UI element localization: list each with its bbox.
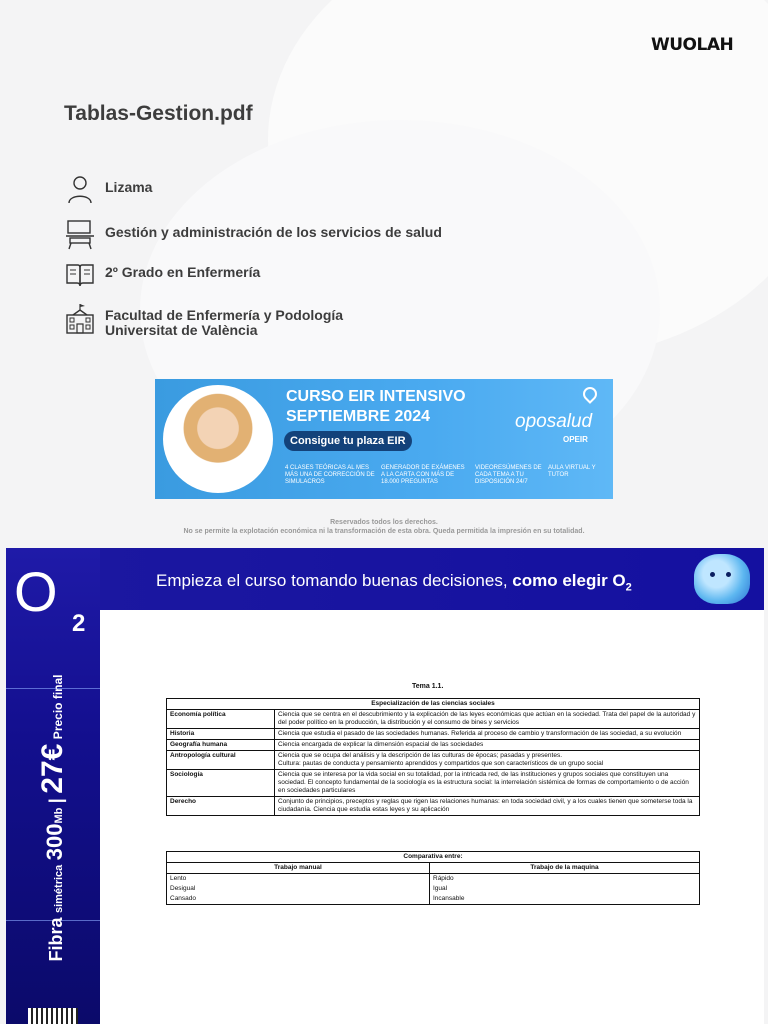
faculty-row	[64, 303, 343, 338]
eir-course-ad[interactable]	[155, 379, 613, 499]
subject-row	[64, 218, 442, 250]
table-cell: Lento	[167, 874, 430, 885]
person-icon	[64, 173, 96, 205]
table-cell: Rápido	[430, 874, 700, 885]
table-cell: Incansable	[430, 894, 700, 905]
table-row	[167, 751, 700, 770]
ad-brand-sub: OPEIR	[563, 435, 588, 444]
table-row	[167, 797, 700, 816]
table-header: Especialización de las ciencias sociales	[167, 699, 700, 710]
table-definition: Ciencia que se interesa por la vida social en su totalidad, por la intricada red, de las instituciones y grupos sociales que constituyen una sociedad. El concepto fundamental de la sociología es la estructura social: la interrelación sistémica de formas de comportamiento o de acción en sociedades particulares	[275, 770, 700, 797]
speed-value: 300	[42, 823, 67, 861]
ad-cta-button[interactable]: Consigue tu plaza EIR	[284, 431, 412, 451]
social-sciences-table	[166, 698, 700, 816]
ad-feature: AULA VIRTUAL Y TUTOR	[548, 465, 596, 478]
ad-photo	[163, 385, 273, 493]
speed-unit: Mb	[53, 807, 65, 824]
divider: |	[46, 798, 66, 804]
product-line2: simétrica	[53, 864, 65, 914]
table-row	[167, 710, 700, 729]
table-header-row	[167, 852, 700, 863]
university-name[interactable]: Universitat de València	[105, 322, 258, 338]
subject-name[interactable]: Gestión y administración de los servicios de salud	[105, 224, 442, 240]
table-term: Historia	[167, 729, 275, 740]
o2-logo: O	[14, 560, 58, 623]
table-cell: Desigual	[167, 884, 430, 894]
definition-line: Cultura: pautas de conducta y pensamiento aprendidos y compartidos que son característicos de un grupo social	[278, 760, 604, 767]
table-term: Sociología	[167, 770, 275, 797]
table-term: Economía política	[167, 710, 275, 729]
author-name[interactable]: Lizama	[105, 179, 153, 195]
section-title: Tema 1.1.	[412, 683, 444, 690]
o2-logo-sub: 2	[72, 610, 86, 637]
work-comparison-table	[166, 851, 700, 905]
document-title: Tablas-Gestion.pdf	[64, 102, 253, 125]
o2-offer	[36, 675, 70, 962]
table-term: Derecho	[167, 797, 275, 816]
wuolah-logo[interactable]: WUOLAH	[651, 35, 734, 55]
product-line1: Fibra	[46, 917, 66, 962]
table-cell: Igual	[430, 884, 700, 894]
ad-headline-line1: CURSO EIR INTENSIVO	[286, 388, 466, 405]
banner-sub: 2	[625, 581, 632, 594]
banner-message	[156, 571, 632, 593]
book-icon	[64, 258, 96, 290]
ad-headline	[286, 387, 466, 427]
table-header-row	[167, 699, 700, 710]
ad-feature: 4 CLASES TEÓRICAS AL MES MÁS UNA DE CORRECCIÓN DE SIMULACROS	[285, 465, 375, 485]
table-row	[167, 770, 700, 797]
desk-icon	[64, 218, 96, 250]
o2-top-banner[interactable]	[100, 548, 764, 610]
definition-line: Ciencia que se ocupa del análisis y la descripción de las culturas de épocas; pasadas y presentes.	[278, 752, 563, 759]
table-column-header-row	[167, 863, 700, 874]
rights-line1: Reservados todos los derechos.	[330, 519, 438, 526]
table-row	[167, 884, 700, 894]
course-row	[64, 258, 260, 290]
ad-feature: GENERADOR DE EXÁMENES A LA CARTA CON MÁS DE 18.000 PREGUNTAS	[381, 465, 465, 485]
document-page-2	[0, 545, 768, 1024]
table-term: Geografía humana	[167, 740, 275, 751]
polar-bear-mascot	[694, 554, 750, 604]
table-header: Comparativa entre:	[167, 852, 700, 863]
price-label: Precio final	[51, 674, 65, 740]
table-cell: Cansado	[167, 894, 430, 905]
table-term: Antropología cultural	[167, 751, 275, 770]
table-definition: Ciencia que se centra en el descubrimiento y la explicación de las leyes económicas que actúan en la sociedad. Trata del papel de la autoridad y del poder político en la producción, la distribución y el consumo de bines y servicios	[275, 710, 700, 729]
price-value: 27€	[36, 743, 69, 794]
table-row	[167, 729, 700, 740]
qr-code[interactable]	[28, 1008, 78, 1024]
faculty-name[interactable]: Facultad de Enfermería y Podología	[105, 307, 344, 323]
column-header-machine: Trabajo de la maquina	[430, 863, 700, 874]
table-definition: Conjunto de principios, preceptos y reglas que rigen las relaciones humanas: en toda sociedad civil, y a los cuales tienen que someterse toda la ciudadanía. Ciencia que estudia estas leyes y su aplicación	[275, 797, 700, 816]
table-definition: Ciencia encargada de explicar la dimensión espacial de las sociedades	[275, 740, 700, 751]
ad-headline-line2: SEPTIEMBRE 2024	[286, 408, 431, 425]
column-header-manual: Trabajo manual	[167, 863, 430, 874]
ad-brand: oposalud	[515, 411, 593, 432]
banner-text: Empieza el curso tomando buenas decisiones,	[156, 571, 513, 590]
heart-icon	[580, 384, 600, 404]
faculty-block	[105, 308, 343, 338]
rights-line2: No se permite la explotación económica ni la transformación de esta obra. Queda permitida la impresión en su totalidad.	[183, 528, 585, 535]
table-row	[167, 894, 700, 905]
ad-feature: VIDEORESÚMENES DE CADA TEMA A TU DISPOSICIÓN 24/7	[475, 465, 542, 485]
table-row	[167, 740, 700, 751]
author-row	[64, 173, 152, 205]
course-name[interactable]: 2º Grado en Enfermería	[105, 264, 261, 280]
o2-side-ad[interactable]	[6, 548, 100, 1024]
table-definition	[275, 751, 700, 770]
table-definition: Ciencia que estudia el pasado de las sociedades humanas. Referida al proceso de cambio y transformación de las sociedad, a su evolución	[275, 729, 700, 740]
school-building-icon	[64, 303, 96, 335]
banner-bold: como elegir O	[512, 571, 626, 590]
document-sheet	[100, 610, 764, 1024]
table-row	[167, 874, 700, 885]
